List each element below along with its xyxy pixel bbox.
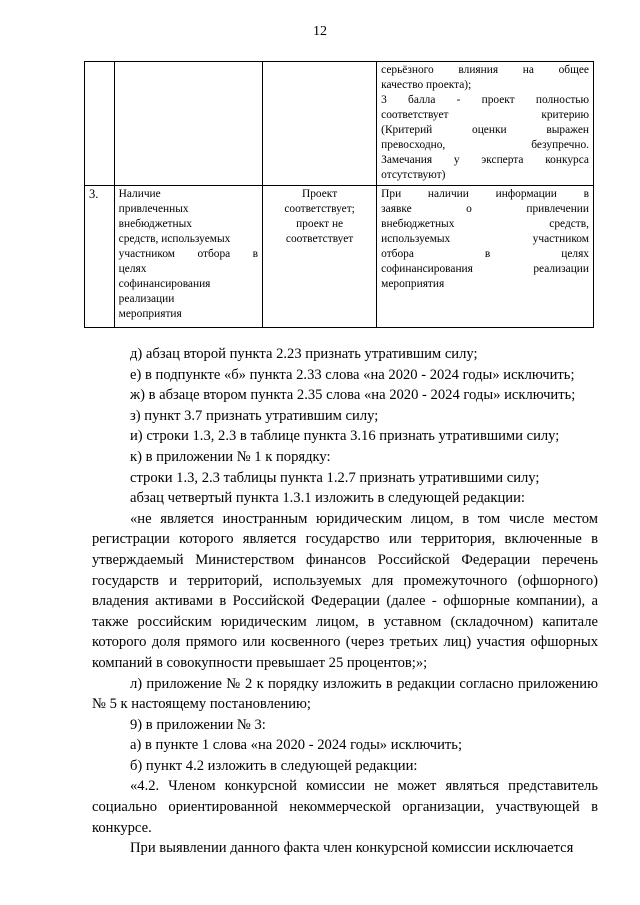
table-cell-criterion xyxy=(114,62,262,186)
paragraph: б) пункт 4.2 изложить в следующей редакции: xyxy=(130,757,418,774)
table-cell-value xyxy=(263,186,377,328)
value-line: соответствует; xyxy=(284,203,355,215)
description-line: серьёзного влияния на общее xyxy=(381,64,589,76)
paragraph: д) абзац второй пункта 2.23 признать утратившим силу; xyxy=(130,346,478,362)
description-line: превосходно, безупречно. xyxy=(381,139,589,151)
description-line: софинансирования реализации xyxy=(381,263,589,275)
paragraph: «не является иностранным юридическим лицом, в том числе местом регистрации которого является государство или территория, включенные в утверждаемый Министерством финансов Российской Федерации перечень государств и территорий, используемых для промежуточного (офшорного) владения активами в Российской Федерации (далее - офшорные компании), а также российским юридическим лицом, в уставном (складочном) капитале которого доля прямого или косвенного (через третьих лиц) участия офшорных компаний в совокупности превышает 25 процентов;»; xyxy=(92,510,598,671)
paragraph: ж) в абзаце втором пункта 2.35 слова «на 2020 - 2024 годы» исключить; xyxy=(130,387,576,404)
table-row xyxy=(85,186,594,328)
criterion-line: софинансирования xyxy=(118,278,211,290)
table-cell-description xyxy=(377,186,594,328)
table-row xyxy=(85,62,594,186)
description-line: внебюджетных средств, xyxy=(381,218,589,230)
page-number: 12 xyxy=(313,24,327,39)
paragraph: е) в подпункте «б» пункта 2.33 слова «на 2020 - 2024 годы» исключить; xyxy=(130,366,575,383)
paragraph: строки 1.3, 2.3 таблицы пункта 1.2.7 признать утратившими силу; xyxy=(130,469,540,486)
description-line: (Критерий оценки выражен xyxy=(381,124,589,136)
criterion-line: внебюджетных xyxy=(118,218,192,230)
criterion-line: привлеченных xyxy=(118,203,189,215)
paragraph: з) пункт 3.7 признать утратившим силу; xyxy=(130,407,379,424)
row-number: 3. xyxy=(89,187,99,201)
paragraph: абзац четвертый пункта 1.3.1 изложить в следующей редакции: xyxy=(130,490,525,507)
paragraph: а) в пункте 1 слова «на 2020 - 2024 годы» исключить; xyxy=(130,737,462,754)
paragraph: При выявлении данного факта член конкурсной комиссии исключается xyxy=(130,840,574,857)
criteria-table xyxy=(84,61,594,328)
criterion-line: реализации xyxy=(118,293,175,305)
table-cell-criterion xyxy=(114,186,262,328)
criterion-line: средств, используемых xyxy=(118,233,231,245)
description-line: заявке о привлечении xyxy=(381,203,589,215)
criterion-line: участником отбора в xyxy=(118,248,259,260)
value-line: соответствует xyxy=(285,233,354,245)
table-cell-description xyxy=(377,62,594,186)
description-line: отбора в целях xyxy=(381,248,589,260)
description-line: мероприятия xyxy=(381,278,445,290)
criterion-line: целях xyxy=(118,263,147,275)
criterion-line: Наличие xyxy=(118,188,161,200)
description-line: отсутствуют) xyxy=(381,169,446,181)
description-line: При наличии информации в xyxy=(381,188,589,200)
description-line: качество проекта); xyxy=(381,79,472,91)
paragraph: к) в приложении № 1 к порядку: xyxy=(130,448,331,465)
table-cell-number xyxy=(85,186,115,328)
table-cell-value xyxy=(263,62,377,186)
paragraph: л) приложение № 2 к порядку изложить в редакции согласно приложению № 5 к настоящему постановлению; xyxy=(92,675,598,713)
table-cell-number xyxy=(85,62,115,186)
description-line: используемых участником xyxy=(381,233,589,245)
value-line: проект не xyxy=(296,218,344,230)
paragraph: и) строки 1.3, 2.3 в таблице пункта 3.16 признать утратившими силу; xyxy=(130,428,560,445)
paragraph: 9) в приложении № 3: xyxy=(130,716,266,733)
criterion-line: мероприятия xyxy=(118,308,182,320)
description-line: соответствует критерию xyxy=(381,109,589,121)
value-line: Проект xyxy=(302,188,338,200)
paragraph: «4.2. Членом конкурсной комиссии не может являться представитель социально ориентированной некоммерческой организации, участвующей в конкурсе. xyxy=(92,778,598,836)
document-body xyxy=(92,344,598,859)
description-line: 3 балла - проект полностью xyxy=(381,94,589,106)
description-line: Замечания у эксперта конкурса xyxy=(381,154,589,166)
